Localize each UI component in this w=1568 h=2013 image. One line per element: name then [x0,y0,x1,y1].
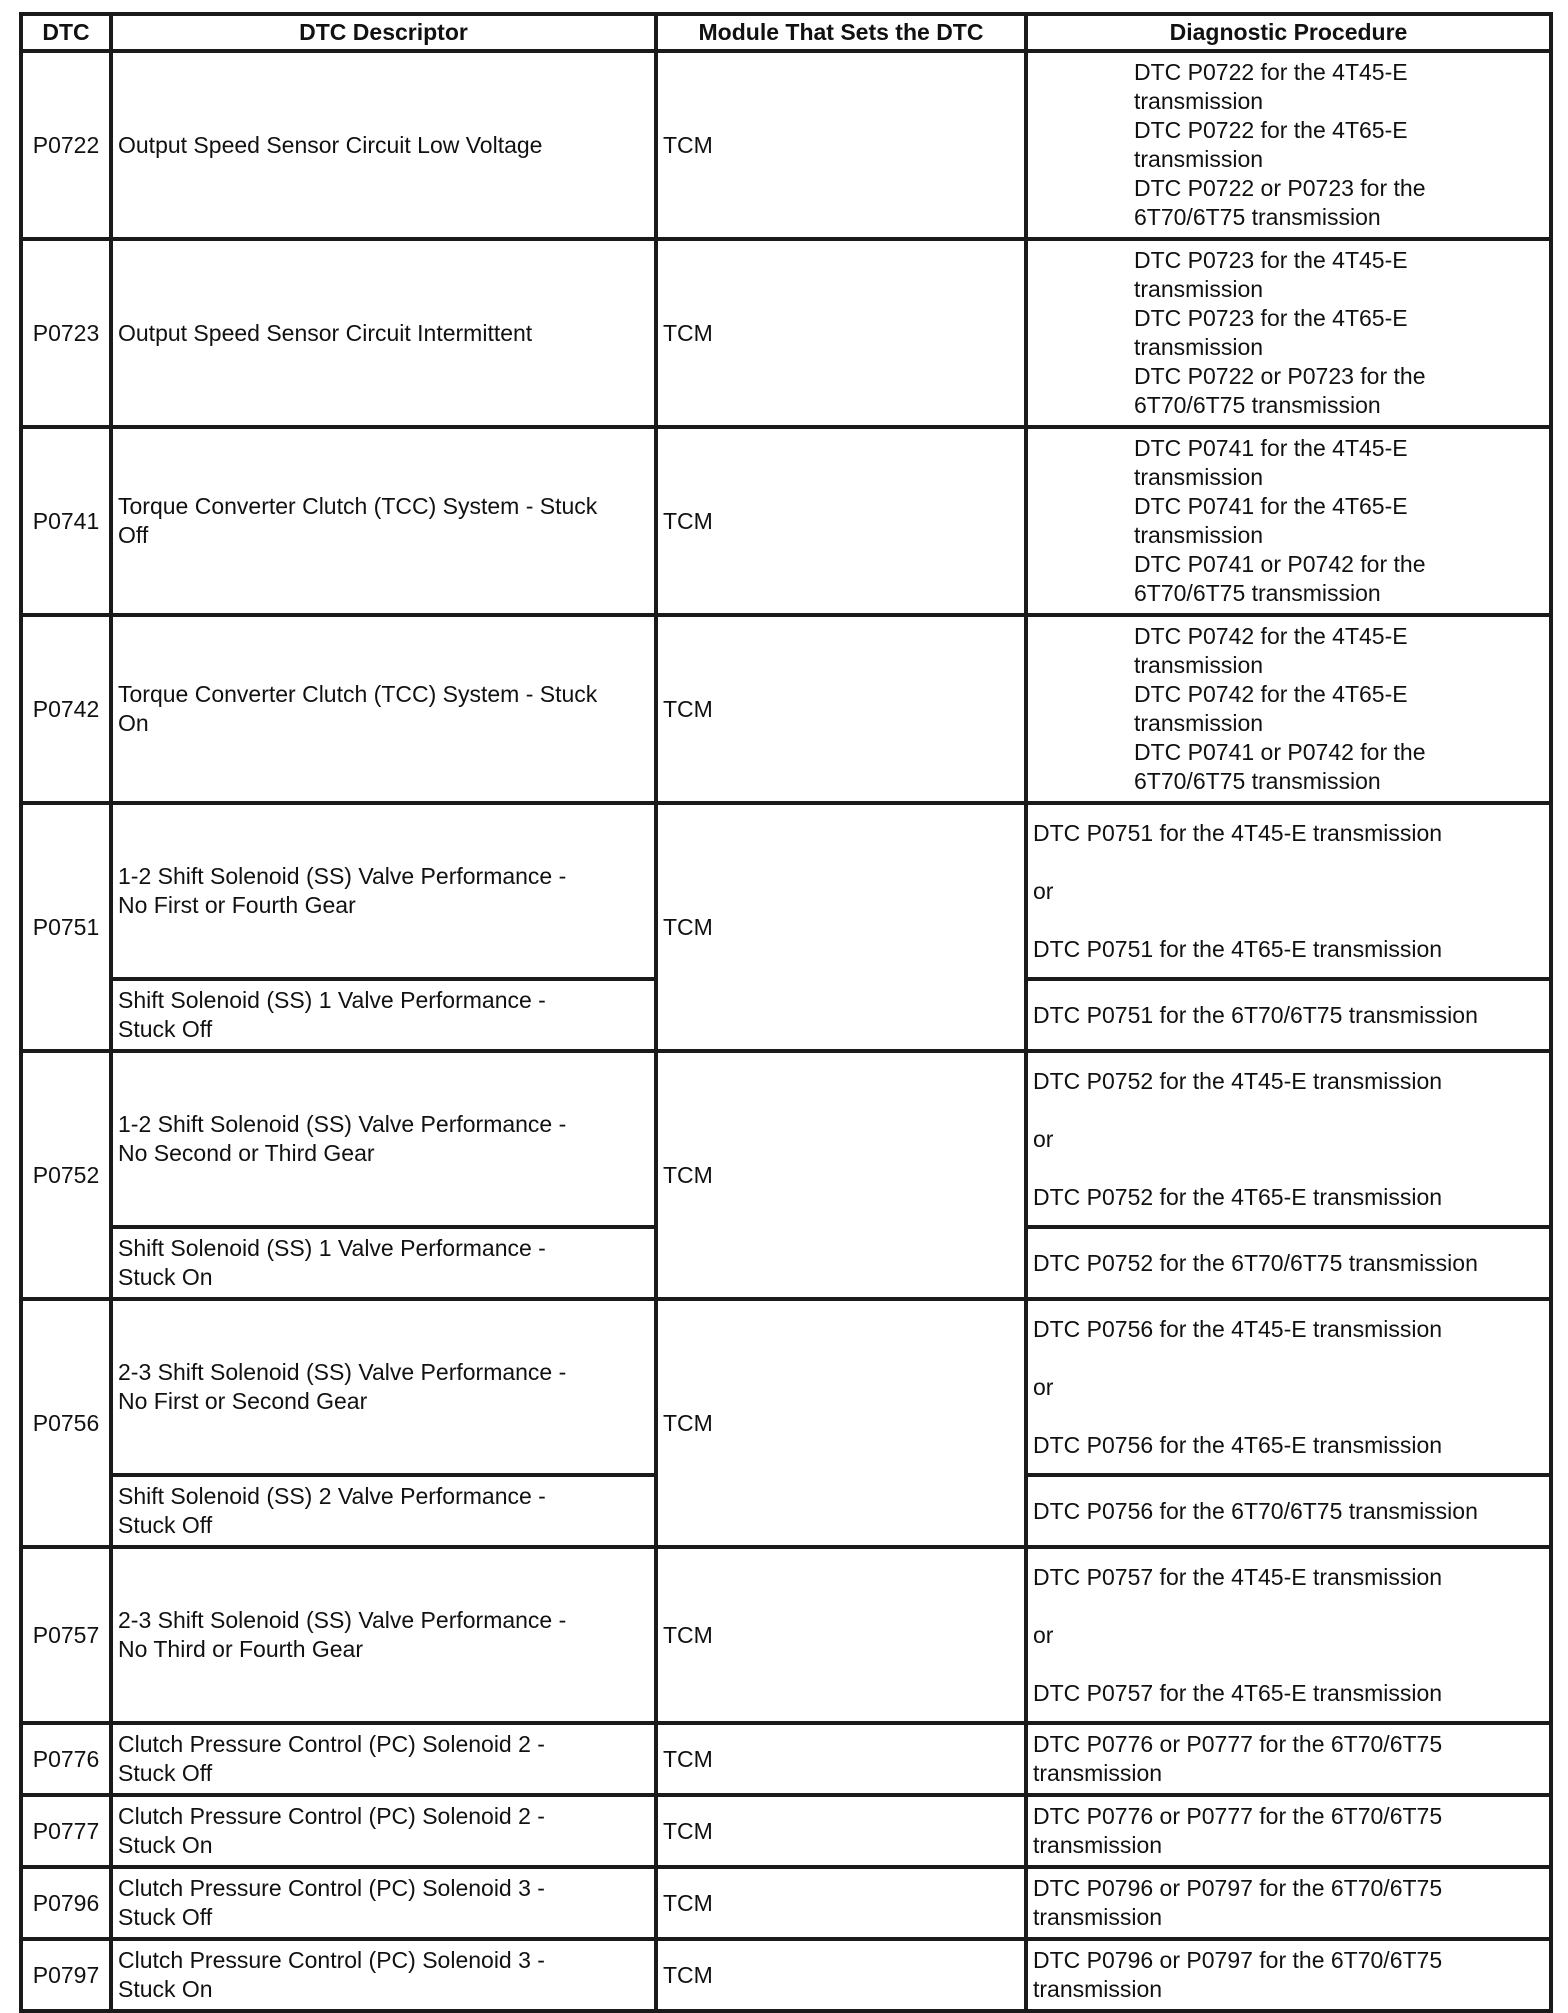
descriptor-line: Clutch Pressure Control (PC) Solenoid 2 - [118,1803,545,1829]
descriptor-line: Clutch Pressure Control (PC) Solenoid 3 - [118,1875,545,1901]
table-row [21,1795,1551,1867]
module: TCM [656,239,1026,427]
procedure-line: DTC P0776 or P0777 for the 6T70/6T75 [1033,1803,1443,1829]
descriptor-line: Torque Converter Clutch (TCC) System - Stuck [118,493,598,519]
procedure-line: DTC P0722 for the 4T45-E [1134,59,1408,85]
descriptor-line: 2-3 Shift Solenoid (SS) Valve Performance - [118,1359,567,1385]
diagnostic-procedure [1026,1723,1551,1795]
descriptor-line: Clutch Pressure Control (PC) Solenoid 2 - [118,1731,545,1757]
module: TCM [656,51,1026,239]
dtc-table [19,12,1553,2013]
diagnostic-procedure [1026,615,1551,803]
header-module: Module That Sets the DTC [656,14,1026,51]
procedure-line: DTC P0776 or P0777 for the 6T70/6T75 [1033,1731,1443,1757]
diagnostic-procedure [1026,427,1551,615]
procedure-line: or [1033,1125,1054,1152]
descriptor-line: No First or Second Gear [118,1388,368,1414]
dtc-descriptor [111,1795,656,1867]
module: TCM [656,1723,1026,1795]
procedure-line: DTC P0751 for the 4T45-E transmission [1033,819,1443,846]
table-row [21,615,1551,803]
procedure-line: DTC P0742 for the 4T65-E [1134,681,1408,707]
procedure-line: or [1033,877,1054,904]
descriptor-line: Stuck On [118,1264,213,1290]
procedure-line: DTC P0741 for the 4T65-E [1134,493,1408,519]
descriptor-line: Stuck On [118,1976,213,2002]
descriptor-line: Shift Solenoid (SS) 1 Valve Performance - [118,987,546,1013]
dtc-descriptor [111,1939,656,2011]
diagnostic-procedure [1026,803,1551,979]
procedure-line: transmission [1134,710,1264,736]
diagnostic-procedure [1026,1547,1551,1723]
module: TCM [656,1051,1026,1299]
header-dtc: DTC [21,14,111,51]
module: TCM [656,1299,1026,1547]
dtc-code: P0776 [21,1723,111,1795]
descriptor-line: Stuck Off [118,1760,213,1786]
dtc-descriptor: Output Speed Sensor Circuit Low Voltage [111,51,656,239]
dtc-descriptor: Output Speed Sensor Circuit Intermittent [111,239,656,427]
header-procedure: Diagnostic Procedure [1026,14,1551,51]
procedure-line: transmission [1134,146,1264,172]
table-row [21,427,1551,615]
diagnostic-procedure [1026,1795,1551,1867]
module: TCM [656,1795,1026,1867]
procedure-line: 6T70/6T75 transmission [1134,768,1381,794]
diagnostic-procedure [1026,1051,1551,1227]
table-row [21,1867,1551,1939]
module: TCM [656,427,1026,615]
descriptor-line: 2-3 Shift Solenoid (SS) Valve Performance - [118,1607,567,1633]
procedure-line: transmission [1134,334,1264,360]
dtc-descriptor [111,1227,656,1299]
table-row [21,1723,1551,1795]
descriptor-line: No First or Fourth Gear [118,892,356,918]
descriptor-line: Shift Solenoid (SS) 2 Valve Performance - [118,1483,546,1509]
diagnostic-procedure [1026,1939,1551,2011]
diagnostic-procedure [1026,239,1551,427]
procedure-line: or [1033,1621,1054,1648]
table-row [21,803,1551,979]
module: TCM [656,1939,1026,2011]
procedure-line: DTC P0741 or P0742 for the [1134,551,1426,577]
table-row [21,1299,1551,1475]
dtc-code: P0757 [21,1547,111,1723]
dtc-descriptor [111,1051,656,1227]
procedure-line: DTC P0756 for the 4T65-E transmission [1033,1431,1443,1458]
procedure-line: transmission [1134,652,1264,678]
dtc-descriptor [111,803,656,979]
dtc-code: P0796 [21,1867,111,1939]
descriptor-line: Stuck On [118,1832,213,1858]
procedure-line: DTC P0722 or P0723 for the [1134,175,1426,201]
module: TCM [656,615,1026,803]
procedure-line: DTC P0722 for the 4T65-E [1134,117,1408,143]
procedure-line: DTC P0723 for the 4T45-E [1134,247,1408,273]
table-row [21,1939,1551,2011]
descriptor-line: 1-2 Shift Solenoid (SS) Valve Performance - [118,863,567,889]
procedure-line: DTC P0741 or P0742 for the [1134,739,1426,765]
table-row [21,1547,1551,1723]
procedure-line: transmission [1033,1904,1163,1930]
dtc-code: P0752 [21,1051,111,1299]
procedure-line: 6T70/6T75 transmission [1134,204,1381,230]
descriptor-line: Stuck Off [118,1016,213,1042]
procedure-line: transmission [1134,464,1264,490]
header-row [21,14,1551,51]
module: TCM [656,1547,1026,1723]
procedure-line: 6T70/6T75 transmission [1134,580,1381,606]
dtc-code: P0751 [21,803,111,1051]
dtc-descriptor [111,1723,656,1795]
procedure-line: transmission [1033,1976,1163,2002]
diagnostic-procedure: DTC P0756 for the 6T70/6T75 transmission [1026,1475,1551,1547]
table-row [21,239,1551,427]
diagnostic-procedure [1026,1867,1551,1939]
procedure-line: DTC P0752 for the 4T65-E transmission [1033,1183,1443,1210]
descriptor-line: Stuck Off [118,1512,213,1538]
descriptor-line: 1-2 Shift Solenoid (SS) Valve Performance - [118,1111,567,1137]
dtc-code: P0723 [21,239,111,427]
procedure-line: DTC P0796 or P0797 for the 6T70/6T75 [1033,1947,1443,1973]
descriptor-line: Torque Converter Clutch (TCC) System - Stuck [118,681,598,707]
procedure-line: DTC P0757 for the 4T65-E transmission [1033,1679,1443,1706]
procedure-line: DTC P0756 for the 4T45-E transmission [1033,1315,1443,1342]
table-row [21,51,1551,239]
descriptor-line: Clutch Pressure Control (PC) Solenoid 3 - [118,1947,545,1973]
procedure-line: transmission [1134,522,1264,548]
procedure-line: DTC P0723 for the 4T65-E [1134,305,1408,331]
procedure-line: transmission [1134,276,1264,302]
module: TCM [656,1867,1026,1939]
dtc-descriptor [111,1547,656,1723]
descriptor-line: On [118,710,149,736]
descriptor-line: Shift Solenoid (SS) 1 Valve Performance - [118,1235,546,1261]
diagnostic-procedure [1026,1299,1551,1475]
diagnostic-procedure: DTC P0751 for the 6T70/6T75 transmission [1026,979,1551,1051]
procedure-line: transmission [1134,88,1264,114]
procedure-line: DTC P0742 for the 4T45-E [1134,623,1408,649]
descriptor-line: No Third or Fourth Gear [118,1636,364,1662]
dtc-code: P0797 [21,1939,111,2011]
procedure-line: DTC P0751 for the 4T65-E transmission [1033,935,1443,962]
descriptor-line: Off [118,522,149,548]
procedure-line: DTC P0752 for the 4T45-E transmission [1033,1067,1443,1094]
procedure-line: transmission [1033,1760,1163,1786]
table-row [21,1051,1551,1227]
dtc-descriptor [111,1475,656,1547]
procedure-line: DTC P0722 or P0723 for the [1134,363,1426,389]
dtc-code: P0741 [21,427,111,615]
dtc-code: P0722 [21,51,111,239]
dtc-code: P0756 [21,1299,111,1547]
dtc-code: P0742 [21,615,111,803]
procedure-line: 6T70/6T75 transmission [1134,392,1381,418]
procedure-line: transmission [1033,1832,1163,1858]
procedure-line: DTC P0796 or P0797 for the 6T70/6T75 [1033,1875,1443,1901]
dtc-descriptor [111,615,656,803]
descriptor-line: No Second or Third Gear [118,1140,375,1166]
dtc-descriptor [111,427,656,615]
dtc-descriptor [111,1867,656,1939]
dtc-descriptor [111,1299,656,1475]
module: TCM [656,803,1026,1051]
diagnostic-procedure: DTC P0752 for the 6T70/6T75 transmission [1026,1227,1551,1299]
dtc-code: P0777 [21,1795,111,1867]
procedure-line: DTC P0741 for the 4T45-E [1134,435,1408,461]
descriptor-line: Stuck Off [118,1904,213,1930]
procedure-line: or [1033,1373,1054,1400]
header-descriptor: DTC Descriptor [111,14,656,51]
dtc-descriptor [111,979,656,1051]
procedure-line: DTC P0757 for the 4T45-E transmission [1033,1563,1443,1590]
diagnostic-procedure [1026,51,1551,239]
